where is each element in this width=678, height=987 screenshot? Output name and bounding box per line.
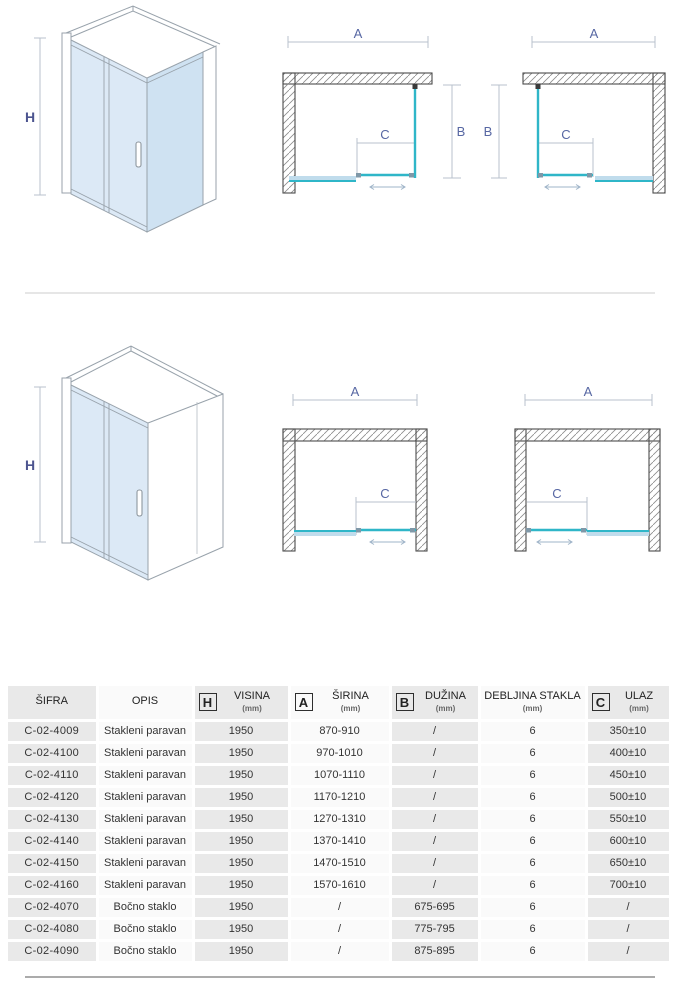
dimension-label-a: A (353, 26, 363, 41)
cell-opis: Stakleni paravan (97, 874, 193, 896)
cell-duzina: / (390, 764, 479, 786)
slide-direction-arrow (545, 185, 580, 190)
cell-sirina: 1470-1510 (289, 852, 390, 874)
cell-debljina-stakla: 6 (479, 786, 586, 808)
cell-ulaz: 350±10 (586, 720, 670, 742)
dimension-letter-a-box: A (295, 693, 313, 711)
cell-sifra: C-02-4130 (8, 808, 97, 830)
cell-duzina: / (390, 786, 479, 808)
cell-ulaz: 700±10 (586, 874, 670, 896)
cell-duzina: / (390, 742, 479, 764)
cell-ulaz: 650±10 (586, 852, 670, 874)
cell-debljina-stakla: 6 (479, 918, 586, 940)
cell-ulaz: 600±10 (586, 830, 670, 852)
dimension-label-b: B (456, 124, 466, 139)
dimension-label-a: A (350, 384, 360, 399)
cell-debljina-stakla: 6 (479, 940, 586, 962)
slide-direction-arrow (370, 540, 405, 545)
cell-debljina-stakla: 6 (479, 720, 586, 742)
col-header-opis: OPIS (97, 686, 193, 720)
cell-duzina: / (390, 852, 479, 874)
cell-duzina: / (390, 808, 479, 830)
recess-top-view-right (492, 385, 678, 565)
spec-table-row (8, 940, 670, 962)
dimension-label-h: H (24, 457, 36, 473)
corner-enclosure-3d-drawing (5, 0, 240, 255)
spec-table-row (8, 918, 670, 940)
cell-visina: 1950 (193, 940, 289, 962)
spec-table-body (8, 720, 670, 962)
cell-opis: Stakleni paravan (97, 786, 193, 808)
dimension-label-c: C (380, 486, 390, 501)
dimension-lines (525, 394, 652, 535)
footer-rule (25, 976, 655, 978)
dimension-label-b: B (483, 124, 493, 139)
spec-table-row (8, 720, 670, 742)
dimension-letter-h-box: H (199, 693, 217, 711)
door-handle (137, 490, 142, 516)
dimension-lines (288, 36, 461, 178)
cell-opis: Bočno staklo (97, 896, 193, 918)
spec-table-row (8, 764, 670, 786)
wall-bracket (413, 84, 418, 89)
spec-table-row (8, 874, 670, 896)
cell-sifra: C-02-4100 (8, 742, 97, 764)
dimension-label-c: C (552, 486, 562, 501)
front-glass-panel (71, 385, 148, 580)
dimension-letter-b-box: B (396, 693, 414, 711)
cell-duzina: / (390, 830, 479, 852)
cell-sirina: / (289, 896, 390, 918)
spec-table-row (8, 852, 670, 874)
cell-visina: 1950 (193, 764, 289, 786)
cell-visina: 1950 (193, 874, 289, 896)
dimension-label-h: H (24, 109, 36, 125)
cell-sifra: C-02-4110 (8, 764, 97, 786)
cell-duzina: / (390, 720, 479, 742)
dimension-label-a: A (583, 384, 593, 399)
cell-opis: Stakleni paravan (97, 720, 193, 742)
slide-direction-arrow (370, 185, 405, 190)
dimension-letter-c-box: C (592, 693, 610, 711)
cell-sifra: C-02-4080 (8, 918, 97, 940)
col-header-sirina: A ŠIRINA (mm) (289, 686, 390, 720)
spec-table-row (8, 786, 670, 808)
cell-sifra: C-02-4090 (8, 940, 97, 962)
cell-debljina-stakla: 6 (479, 742, 586, 764)
col-header-duzina: B DUŽINA (mm) (390, 686, 479, 720)
col-header-sifra: ŠIFRA (8, 686, 97, 720)
cell-sirina: 1570-1610 (289, 874, 390, 896)
cell-ulaz: / (586, 896, 670, 918)
cell-debljina-stakla: 6 (479, 764, 586, 786)
cell-sifra: C-02-4160 (8, 874, 97, 896)
door-handle (136, 142, 141, 167)
corner-top-view-right (480, 20, 678, 210)
cell-debljina-stakla: 6 (479, 830, 586, 852)
cell-sifra: C-02-4140 (8, 830, 97, 852)
wall-bracket (536, 84, 541, 89)
cell-sirina: / (289, 940, 390, 962)
cell-sirina: 970-1010 (289, 742, 390, 764)
cell-visina: 1950 (193, 808, 289, 830)
recess-door-3d-drawing (5, 330, 240, 625)
cell-ulaz: 400±10 (586, 742, 670, 764)
cell-duzina: 675-695 (390, 896, 479, 918)
cell-sirina: 870-910 (289, 720, 390, 742)
cell-sirina: 1370-1410 (289, 830, 390, 852)
cell-debljina-stakla: 6 (479, 852, 586, 874)
cell-opis: Stakleni paravan (97, 764, 193, 786)
cell-duzina: 775-795 (390, 918, 479, 940)
cell-opis: Stakleni paravan (97, 742, 193, 764)
spec-table-header-row (8, 686, 670, 720)
cell-ulaz: / (586, 940, 670, 962)
cell-sifra: C-02-4120 (8, 786, 97, 808)
side-wall-panel (148, 394, 223, 580)
col-header-ulaz: C ULAZ (mm) (586, 686, 670, 720)
col-header-visina: H VISINA (mm) (193, 686, 289, 720)
cell-visina: 1950 (193, 720, 289, 742)
dimension-label-c: C (380, 127, 390, 142)
dimension-lines (491, 36, 655, 178)
cell-sirina: 1170-1210 (289, 786, 390, 808)
cell-opis: Stakleni paravan (97, 852, 193, 874)
cell-sirina: / (289, 918, 390, 940)
dimension-lines (293, 394, 417, 535)
spec-table-row (8, 830, 670, 852)
slide-direction-arrow (537, 540, 572, 545)
dimension-label-a: A (589, 26, 599, 41)
spec-table-row (8, 896, 670, 918)
cell-opis: Bočno staklo (97, 940, 193, 962)
cell-sirina: 1070-1110 (289, 764, 390, 786)
cell-duzina: / (390, 874, 479, 896)
height-dimension (34, 387, 46, 542)
cell-debljina-stakla: 6 (479, 808, 586, 830)
cell-duzina: 875-895 (390, 940, 479, 962)
cell-ulaz: 500±10 (586, 786, 670, 808)
cell-visina: 1950 (193, 742, 289, 764)
cell-debljina-stakla: 6 (479, 896, 586, 918)
cell-opis: Stakleni paravan (97, 830, 193, 852)
section-divider (25, 292, 655, 294)
height-dimension (34, 38, 46, 195)
cell-visina: 1950 (193, 918, 289, 940)
cell-sirina: 1270-1310 (289, 808, 390, 830)
cell-opis: Stakleni paravan (97, 808, 193, 830)
cell-debljina-stakla: 6 (479, 874, 586, 896)
spec-table (8, 686, 672, 964)
corner-top-view-left (275, 20, 480, 210)
cell-visina: 1950 (193, 852, 289, 874)
spec-table-row (8, 742, 670, 764)
cell-ulaz: 450±10 (586, 764, 670, 786)
spec-table-row (8, 808, 670, 830)
cell-visina: 1950 (193, 896, 289, 918)
dimension-label-c: C (561, 127, 571, 142)
cell-sifra: C-02-4150 (8, 852, 97, 874)
cell-visina: 1950 (193, 830, 289, 852)
cell-sifra: C-02-4009 (8, 720, 97, 742)
col-header-debljina-stakla: DEBLJINA STAKLA (mm) (479, 686, 586, 720)
cell-ulaz: / (586, 918, 670, 940)
recess-top-view-left (275, 385, 480, 565)
cell-visina: 1950 (193, 786, 289, 808)
cell-sifra: C-02-4070 (8, 896, 97, 918)
cell-opis: Bočno staklo (97, 918, 193, 940)
cell-ulaz: 550±10 (586, 808, 670, 830)
